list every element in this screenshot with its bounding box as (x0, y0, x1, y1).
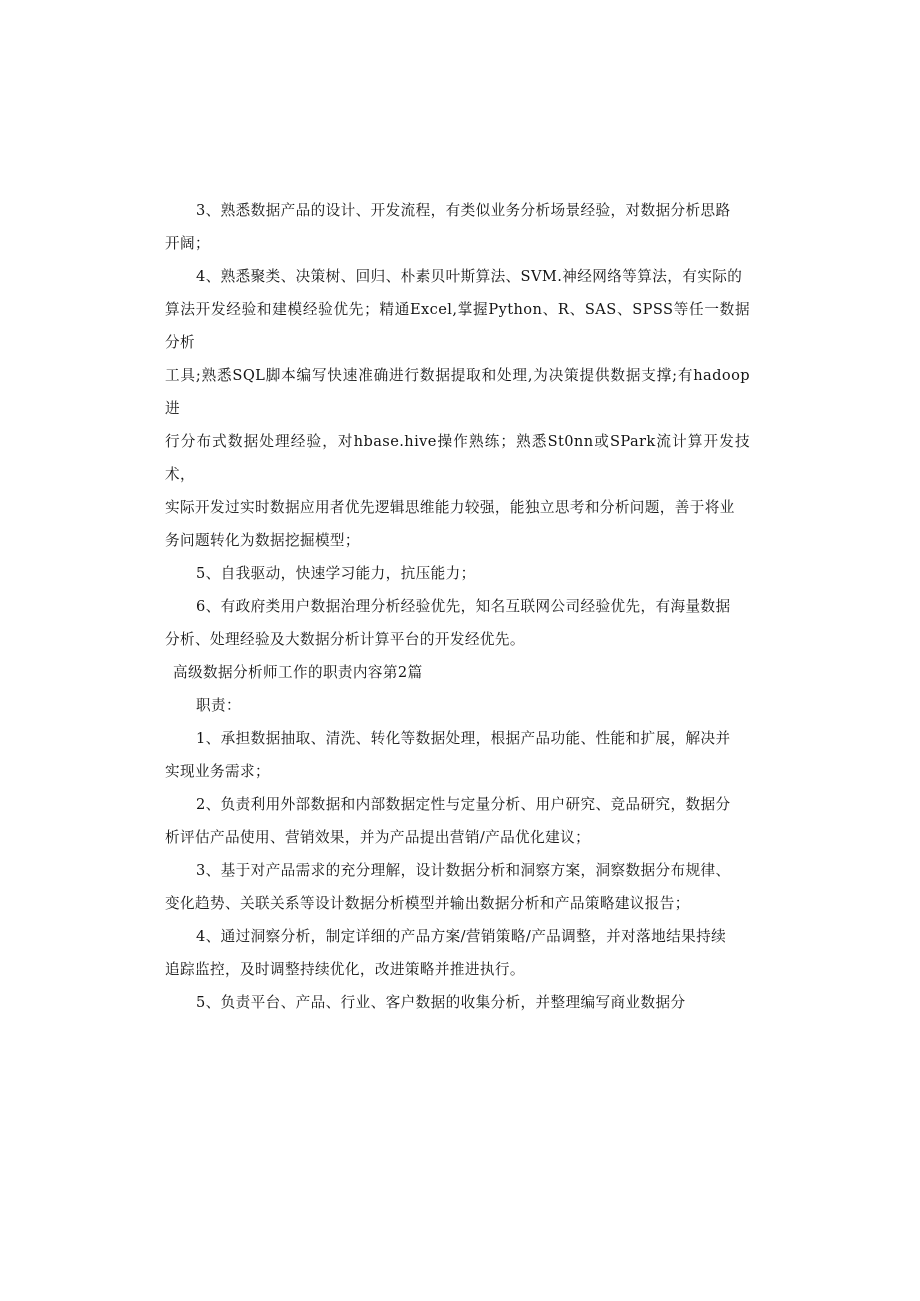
text-line: 分析、处理经验及大数据分析计算平台的开发经优先。 (165, 631, 525, 648)
text-line: 4、熟悉聚类、决策树、回归、朴素贝叶斯算法、SVM.神经网络等算法，有实际的 (196, 268, 743, 285)
text-line: 3、基于对产品需求的充分理解，设计数据分析和洞察方案，洞察数据分布规律、 (196, 862, 731, 879)
text-line: 3、熟悉数据产品的设计、开发流程，有类似业务分析场景经验，对数据分析思路 (196, 202, 731, 219)
duties-label-text: 职责： (196, 697, 241, 714)
text-line: 6、有政府类用户数据治理分析经验优先，知名互联网公司经验优先，有海量数据 (196, 598, 731, 615)
text-line: 实际开发过实时数据应用者优先逻辑思维能力较强，能独立思考和分析问题，善于将业 (165, 499, 735, 516)
text-line: 析评估产品使用、营销效果，并为产品提出营销/产品优化建议； (165, 829, 591, 846)
text-line: 追踪监控，及时调整持续优化，改进策略并推进执行。 (165, 961, 525, 978)
requirement-paragraph-4 (165, 260, 750, 557)
text-line: 5、自我驱动，快速学习能力，抗压能力； (196, 565, 476, 582)
text-line: 实现业务需求； (165, 763, 270, 780)
duty-paragraph-1 (165, 722, 750, 788)
duty-paragraph-4 (165, 920, 750, 986)
requirement-paragraph-5 (165, 557, 750, 590)
text-line: 开阔； (165, 235, 210, 252)
text-line: 变化趋势、关联关系等设计数据分析模型并输出数据分析和产品策略建议报告； (165, 895, 690, 912)
text-line: 5、负责平台、产品、行业、客户数据的收集分析，并整理编写商业数据分 (196, 994, 686, 1011)
section-title (165, 656, 750, 689)
section-title-text: 高级数据分析师工作的职责内容第2篇 (173, 664, 423, 681)
duty-paragraph-5 (165, 986, 750, 1019)
text-line: 算法开发经验和建模经验优先；精通Excel,掌握Python、R、SAS、SPSS等任一数据分析 (165, 301, 750, 351)
duties-label (165, 689, 750, 722)
duty-paragraph-3 (165, 854, 750, 920)
text-line: 2、负责利用外部数据和内部数据定性与定量分析、用户研究、竞品研究，数据分 (196, 796, 731, 813)
text-line: 务问题转化为数据挖掘模型； (165, 532, 360, 549)
requirement-paragraph-6 (165, 590, 750, 656)
text-line: 行分布式数据处理经验，对hbase.hive操作熟练；熟悉St0nn或SPark流计算开发技术， (165, 433, 750, 483)
text-line: 1、承担数据抽取、清洗、转化等数据处理，根据产品功能、性能和扩展，解决并 (196, 730, 731, 747)
text-line: 4、通过洞察分析，制定详细的产品方案/营销策略/产品调整，并对落地结果持续 (196, 928, 727, 945)
duty-paragraph-2 (165, 788, 750, 854)
document-body (165, 194, 750, 1019)
requirement-paragraph-3 (165, 194, 750, 260)
text-line: 工具;熟悉SQL脚本编写快速准确进行数据提取和处理,为决策提供数据支撑;有hadoop进 (165, 367, 750, 417)
